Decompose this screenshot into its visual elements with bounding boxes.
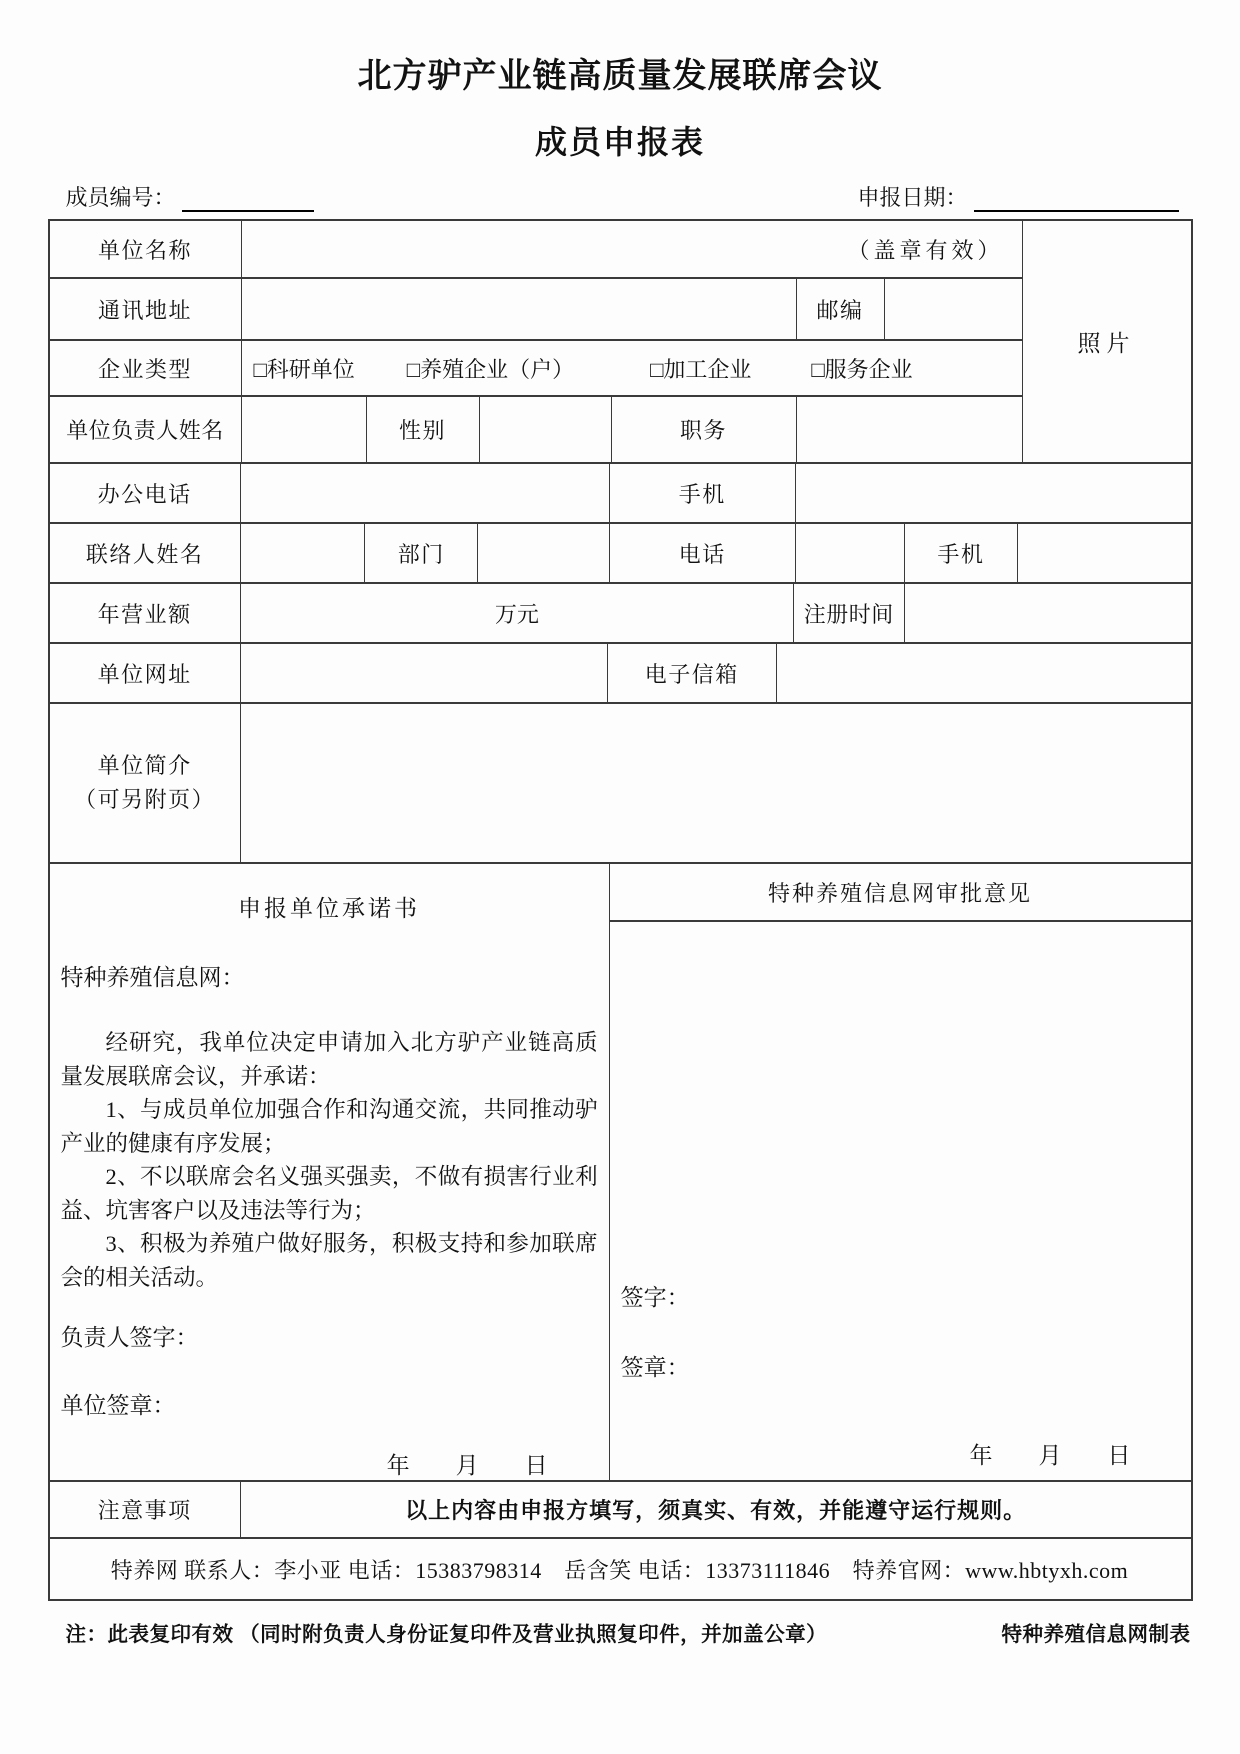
row-intro	[50, 704, 1191, 864]
seal-valid-note: （盖章有效）	[847, 237, 1004, 263]
row-contact-person	[50, 524, 1191, 584]
commitment-intro: 经研究，我单位决定申请加入北方驴产业链高质量发展联席会议，并承诺：	[60, 1030, 598, 1089]
photo-box[interactable]	[1022, 221, 1191, 462]
commitment-salutation: 特种养殖信息网：	[60, 965, 245, 990]
website-input[interactable]	[241, 644, 608, 702]
member-number-blank[interactable]	[182, 186, 314, 212]
notice-text: 以上内容由申报方填写，须真实、有效，并能遵守运行规则。	[405, 1498, 1027, 1523]
position-label: 职务	[612, 397, 797, 462]
notice-label: 注意事项	[50, 1482, 241, 1537]
contact-name-input[interactable]	[241, 524, 366, 582]
phone-input[interactable]	[796, 524, 905, 582]
application-table	[48, 219, 1193, 1601]
intro-label: 单位简介 （可另附页）	[50, 704, 241, 862]
doc-title: 北方驴产业链高质量发展联席会议	[357, 58, 883, 95]
member-number-label: 成员编号：	[65, 185, 176, 210]
doc-subtitle: 成员申报表	[534, 124, 705, 160]
approval-date-line: 年 月 日	[969, 1443, 1131, 1468]
unit-name-label: 单位名称	[50, 221, 242, 277]
photo-label: 照片	[1077, 331, 1136, 356]
approval-seal-label[interactable]: 签章：	[620, 1355, 690, 1380]
mobile-input[interactable]	[796, 464, 1191, 522]
register-time-input[interactable]	[905, 584, 1191, 642]
address-input[interactable]	[242, 279, 797, 339]
row-revenue	[50, 584, 1191, 644]
commitment-cell	[50, 864, 610, 1480]
position-input[interactable]	[797, 397, 1022, 462]
row-head-person	[50, 397, 1022, 462]
contact-info: 特养网 联系人：李小亚 电话：15383798314 岳含笑 电话：13373111846 特养官网：www.hbtyxh.com	[110, 1557, 1129, 1583]
revenue-label: 年营业额	[50, 584, 241, 642]
row-office-phone	[50, 464, 1191, 524]
apply-date	[857, 181, 1178, 212]
row-address	[50, 279, 1022, 341]
commitment-title: 申报单位承诺书	[238, 896, 421, 921]
commitment-item-3: 3、积极为养殖户做好服务，积极支持和参加联席会的相关活动。	[60, 1231, 598, 1290]
row-notice	[50, 1482, 1191, 1539]
mobile-label: 手机	[610, 464, 796, 522]
checkbox-breeding-enterprise[interactable]: □养殖企业（户）	[406, 356, 575, 382]
revenue-input[interactable]	[241, 584, 794, 642]
checkbox-research-unit[interactable]: □科研单位	[253, 356, 355, 382]
row-commitment-approval	[50, 864, 1191, 1482]
contact-name-label: 联络人姓名	[50, 524, 241, 582]
office-phone-label: 办公电话	[50, 464, 241, 522]
unit-seal-label[interactable]: 单位签章：	[60, 1393, 176, 1418]
register-time-label: 注册时间	[794, 584, 905, 642]
enterprise-type-options	[242, 341, 1022, 395]
contact-mobile-label: 手机	[905, 524, 1019, 582]
phone-label: 电话	[610, 524, 796, 582]
form-maker: 特种养殖信息网制表	[1001, 1624, 1191, 1646]
copy-valid-note: 注：此表复印有效 （同时附负责人身份证复印件及营业执照复印件，并加盖公章）	[65, 1624, 828, 1646]
approval-sign-label[interactable]: 签字：	[620, 1285, 690, 1310]
commitment-date-line: 年 月 日	[386, 1453, 548, 1478]
gender-input[interactable]	[480, 397, 612, 462]
checkbox-processing-enterprise[interactable]: □加工企业	[650, 356, 752, 382]
head-name-label: 单位负责人姓名	[50, 397, 242, 462]
office-phone-input[interactable]	[241, 464, 610, 522]
department-label: 部门	[365, 524, 478, 582]
row-enterprise-type	[50, 341, 1022, 397]
row-website	[50, 644, 1191, 704]
apply-date-label: 申报日期：	[857, 185, 968, 210]
approval-title: 特种养殖信息网审批意见	[610, 864, 1191, 922]
commitment-item-1: 1、与成员单位加强合作和沟通交流，共同推动驴产业的健康有序发展；	[60, 1097, 598, 1156]
approval-cell	[610, 864, 1191, 1480]
revenue-unit-label: 万元	[494, 601, 539, 627]
intro-input[interactable]	[241, 704, 1191, 862]
contact-mobile-input[interactable]	[1018, 524, 1190, 582]
meta-row	[48, 178, 1193, 212]
department-input[interactable]	[478, 524, 610, 582]
website-label: 单位网址	[50, 644, 241, 702]
footer-note-row	[48, 1617, 1193, 1647]
commitment-item-2: 2、不以联席会名义强买强卖，不做有损害行业利益、坑害客户以及违法等行为；	[60, 1164, 598, 1223]
member-number	[66, 181, 314, 212]
checkbox-service-enterprise[interactable]: □服务企业	[811, 356, 913, 382]
email-input[interactable]	[777, 644, 1191, 702]
apply-date-blank[interactable]	[974, 186, 1179, 212]
commitment-body	[61, 1026, 598, 1294]
address-label: 通讯地址	[50, 279, 242, 339]
enterprise-type-label: 企业类型	[50, 341, 242, 395]
gender-label: 性别	[367, 397, 480, 462]
unit-name-input[interactable]	[242, 221, 1022, 277]
top-band	[50, 221, 1191, 464]
row-contact-info	[50, 1539, 1191, 1599]
postcode-label: 邮编	[797, 279, 885, 339]
row-unit-name	[50, 221, 1022, 279]
postcode-input[interactable]	[885, 279, 1022, 339]
email-label: 电子信箱	[608, 644, 777, 702]
responsible-signature-label[interactable]: 负责人签字：	[60, 1325, 199, 1350]
head-name-input[interactable]	[242, 397, 367, 462]
